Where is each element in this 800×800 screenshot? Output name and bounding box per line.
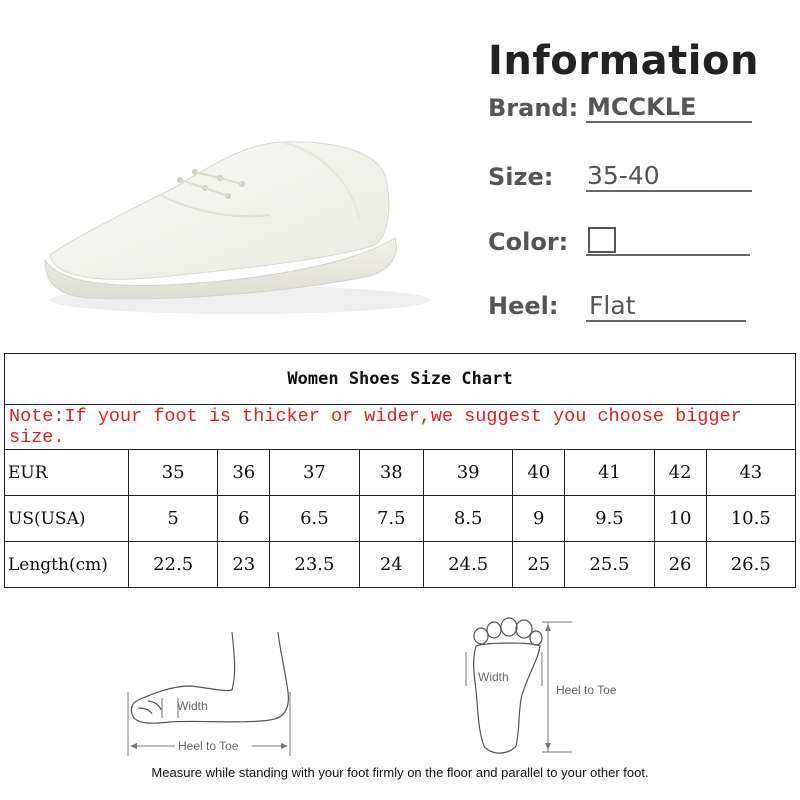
table-cell: 24.5 bbox=[424, 542, 513, 588]
measure-caption: Measure while standing with your foot firmly on the floor and parallel to your other foot. bbox=[151, 765, 649, 780]
table-cell: 26 bbox=[654, 542, 706, 588]
table-cell: 10.5 bbox=[706, 496, 795, 542]
table-cell: 35 bbox=[129, 450, 218, 496]
table-cell: 23 bbox=[218, 542, 270, 588]
table-cell: 36 bbox=[218, 450, 270, 496]
top-foot-outline bbox=[474, 618, 542, 753]
side-length-label: Heel to Toe bbox=[178, 739, 239, 753]
size-value: 35-40 bbox=[587, 161, 660, 190]
heel-value: Flat bbox=[589, 291, 636, 320]
brand-underline bbox=[586, 121, 752, 123]
size-chart-note: Note:If your foot is thicker or wider,we suggest you choose bigger size. bbox=[5, 405, 796, 450]
brand-value: MCCKLE bbox=[587, 93, 697, 121]
table-cell: 22.5 bbox=[129, 542, 218, 588]
size-chart-table bbox=[4, 353, 796, 588]
row-label: EUR bbox=[5, 450, 129, 496]
color-swatch bbox=[588, 227, 616, 253]
table-row-us bbox=[5, 496, 796, 542]
table-cell: 23.5 bbox=[270, 542, 359, 588]
size-underline bbox=[586, 190, 752, 192]
table-cell: 43 bbox=[706, 450, 795, 496]
table-row-length bbox=[5, 542, 796, 588]
table-cell: 26.5 bbox=[706, 542, 795, 588]
info-title: Information bbox=[488, 38, 759, 84]
table-cell: 37 bbox=[270, 450, 359, 496]
table-cell: 6 bbox=[218, 496, 270, 542]
table-cell: 5 bbox=[129, 496, 218, 542]
table-cell: 41 bbox=[565, 450, 654, 496]
side-width-label: Width bbox=[177, 699, 208, 713]
top-length-label: Heel to Toe bbox=[556, 683, 617, 697]
color-underline bbox=[586, 254, 750, 256]
top-width-label: Width bbox=[478, 670, 509, 684]
white-sneaker-image bbox=[30, 120, 430, 320]
table-cell: 25.5 bbox=[565, 542, 654, 588]
side-foot-outline bbox=[131, 632, 288, 723]
table-cell: 38 bbox=[359, 450, 423, 496]
brand-label: Brand: bbox=[488, 94, 579, 122]
table-cell: 8.5 bbox=[424, 496, 513, 542]
table-cell: 9.5 bbox=[565, 496, 654, 542]
table-row-eur bbox=[5, 450, 796, 496]
size-chart-title: Women Shoes Size Chart bbox=[5, 354, 796, 405]
row-label: US(USA) bbox=[5, 496, 129, 542]
table-cell: 42 bbox=[654, 450, 706, 496]
table-cell: 24 bbox=[359, 542, 423, 588]
table-cell: 40 bbox=[513, 450, 565, 496]
table-cell: 9 bbox=[513, 496, 565, 542]
row-label: Length(cm) bbox=[5, 542, 129, 588]
heel-underline bbox=[586, 320, 746, 322]
table-cell: 10 bbox=[654, 496, 706, 542]
table-cell: 25 bbox=[513, 542, 565, 588]
color-label: Color: bbox=[488, 228, 569, 256]
heel-label: Heel: bbox=[488, 292, 559, 320]
table-cell: 6.5 bbox=[270, 496, 359, 542]
table-cell: 39 bbox=[424, 450, 513, 496]
size-label: Size: bbox=[488, 163, 554, 191]
table-cell: 7.5 bbox=[359, 496, 423, 542]
